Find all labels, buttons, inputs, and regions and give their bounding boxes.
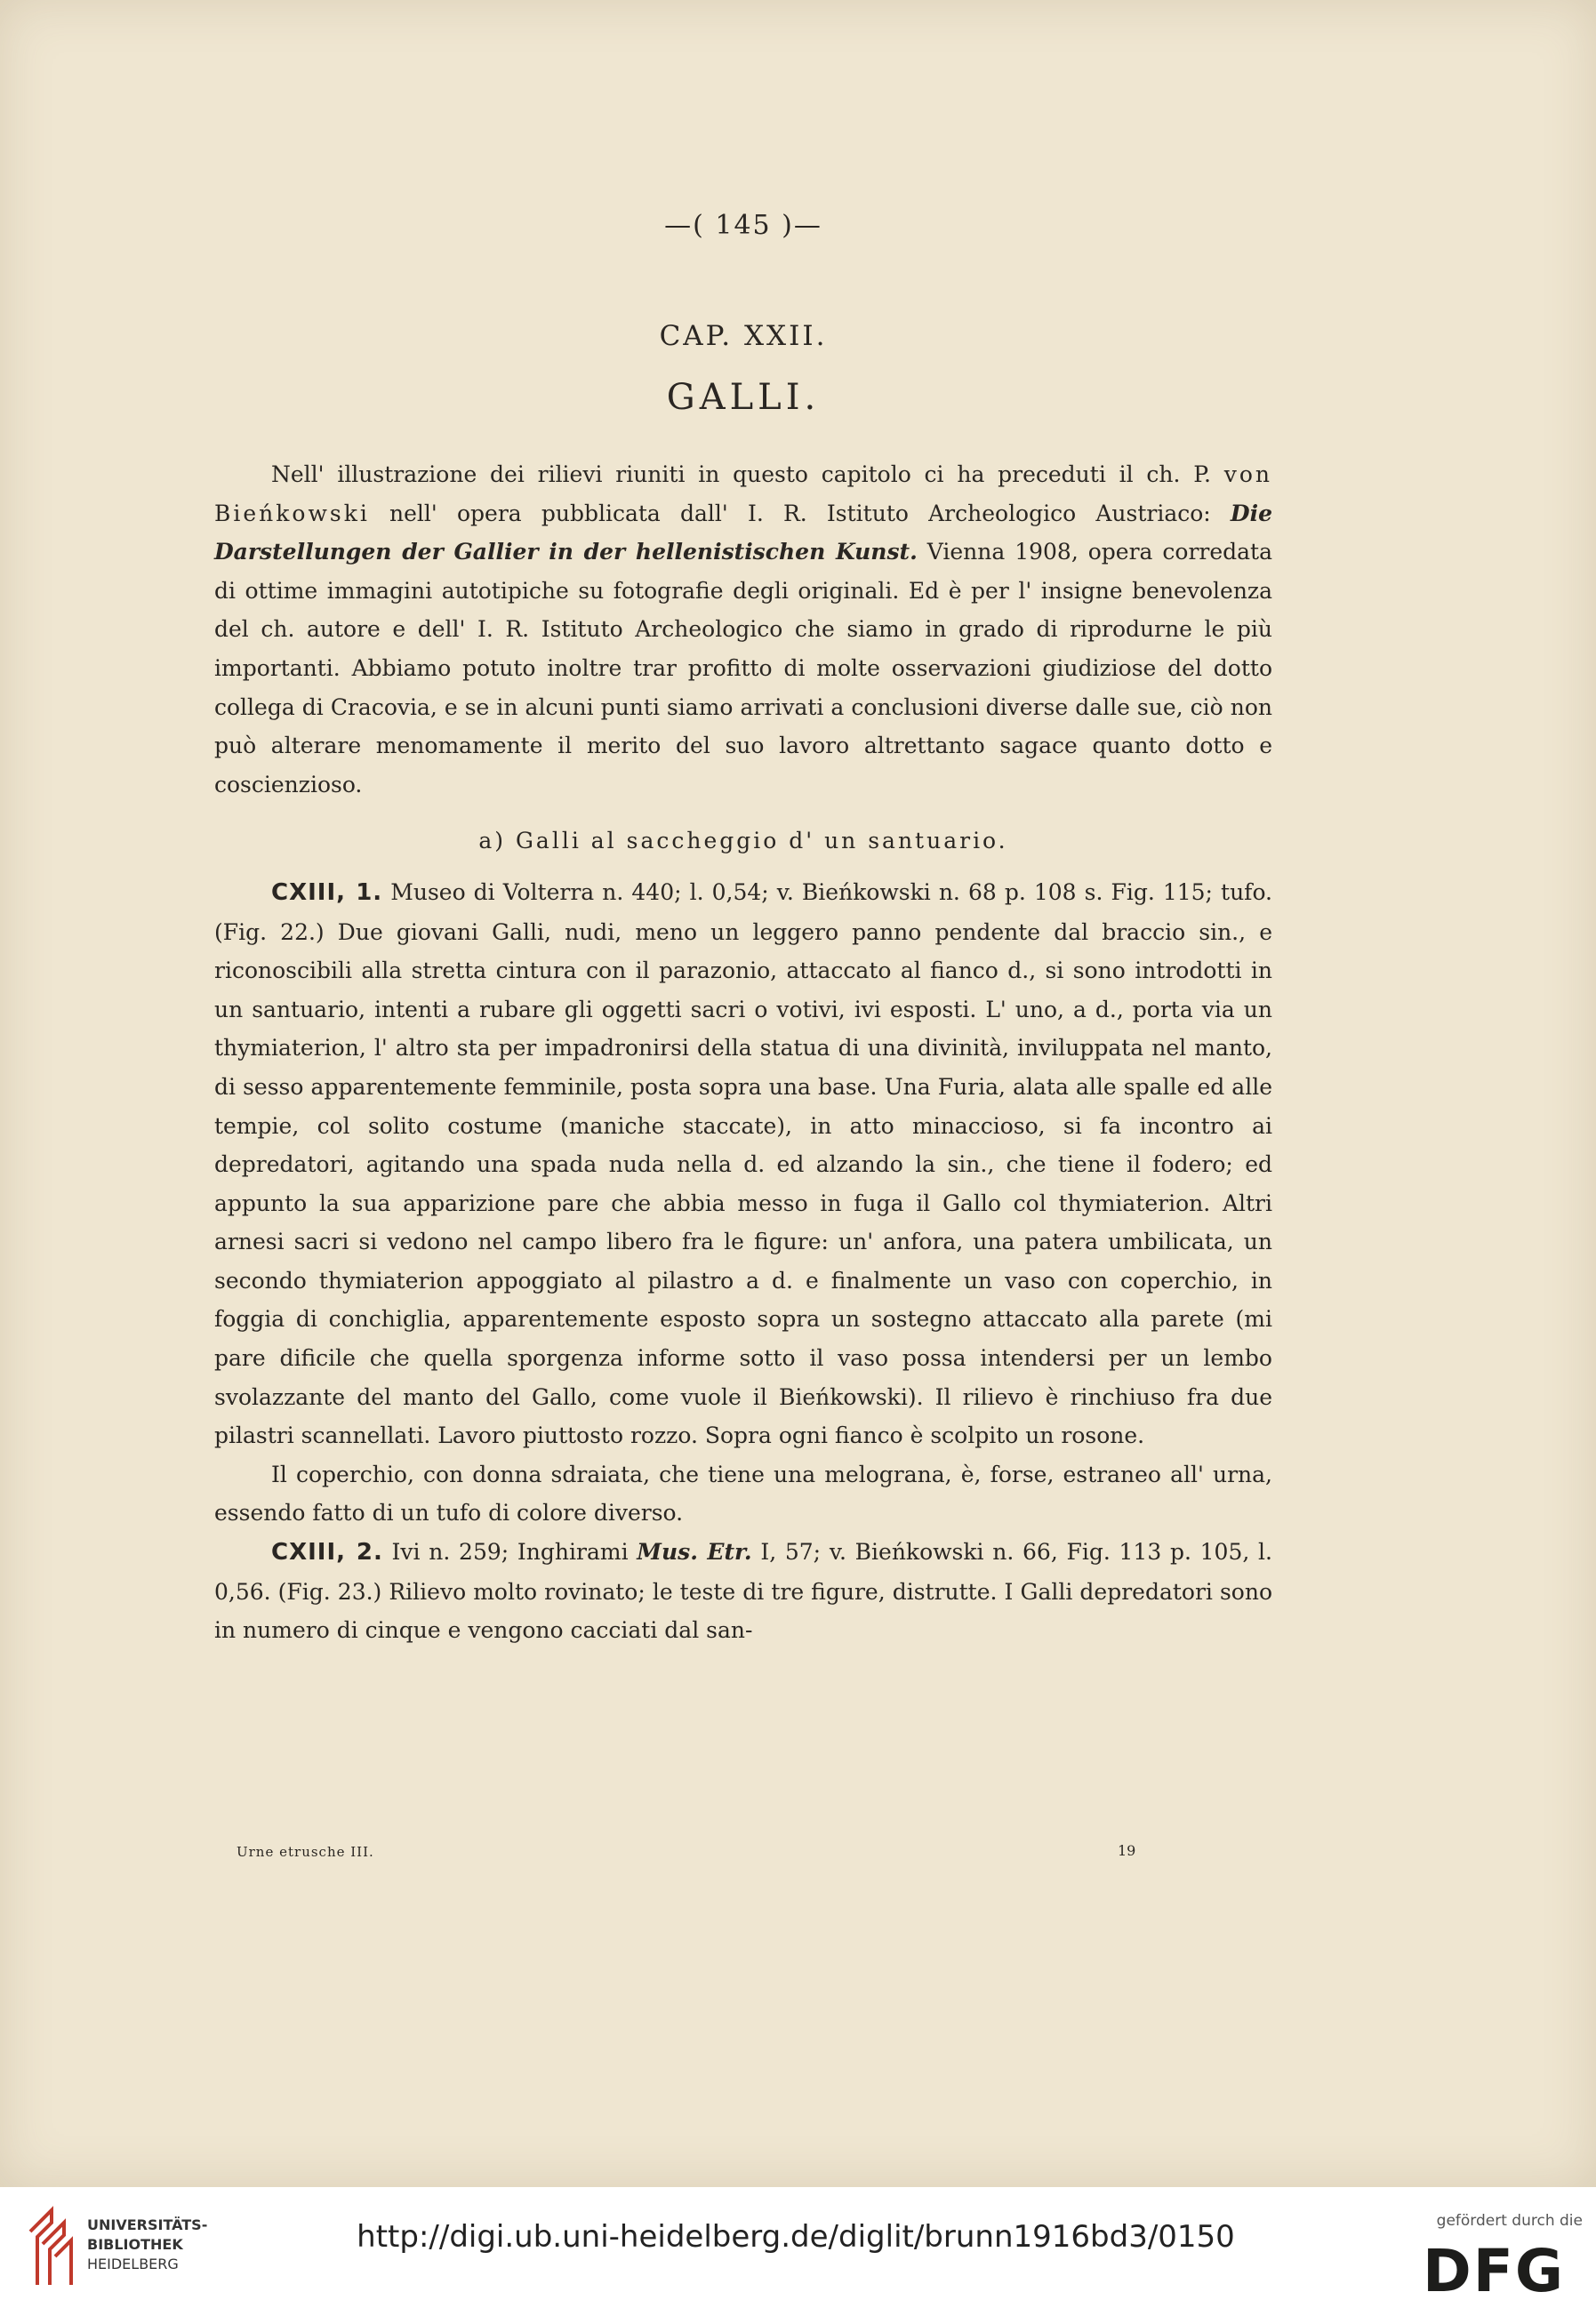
page-number: —( 145 )— bbox=[664, 210, 822, 241]
permalink-url[interactable]: http://digi.ub.uni-heidelberg.de/diglit/brunn1916bd3/0150 bbox=[357, 2219, 1235, 2255]
entry-label-2: CXIII, 2. bbox=[271, 1539, 383, 1567]
museum-reference: Mus. Etr. bbox=[637, 1539, 752, 1566]
entry-label-1: CXIII, 1. bbox=[271, 878, 383, 906]
intro-line-b: nell' opera pubblicata dall' I. R. Istituto Archeologico Austriaco: bbox=[369, 500, 1231, 526]
intro-paragraph bbox=[214, 455, 1272, 804]
entry-paragraph-1 bbox=[214, 873, 1272, 1455]
chapter-number: CAP. XXII. bbox=[659, 320, 828, 352]
signature-mark: 19 bbox=[1118, 1842, 1136, 1859]
entry-paragraph-2 bbox=[214, 1533, 1272, 1650]
book-title: Die Darstellungen der Gallier in der hellenistischen Kunst. bbox=[214, 500, 1272, 565]
cover-note-paragraph: Il coperchio, con donna sdraiata, che tiene una melograna, è, forse, estraneo all' urna, essendo fatto di un tufo di colore diverso. bbox=[214, 1461, 1272, 1527]
page-footer-title: Urne etrusche III. bbox=[237, 1844, 374, 1860]
library-name[interactable] bbox=[87, 2216, 247, 2274]
funding-label: gefördert durch die bbox=[1436, 2212, 1583, 2230]
author-name: von Bieńkowski bbox=[214, 461, 1272, 526]
library-name-line: BIBLIOTHEK bbox=[87, 2236, 183, 2253]
intro-line-c: Vienna 1908, opera corredata di ottime immagini autotipiche su fotografie degli originali. Ed è per l' insigne benevolenza del ch. autore e dell' I. R. Istituto Archeologico che siamo in grado di riprodurne le più importanti. Abbiamo potuto inoltre trar profitto di molte osservazioni giudiziose del dotto collega di Cracovia, e se in alcuni punti siamo arrivati a conclusioni diverse dalle sue, ciò non può alterare menomamente il merito del suo lavoro altrettanto sagace quanto dotto e coscienzioso. bbox=[214, 539, 1272, 797]
library-name-line: UNIVERSITÄTS- bbox=[87, 2216, 208, 2233]
section-heading: a) Galli al saccheggio d' un santuario. bbox=[478, 828, 1008, 854]
entry-text-2a: Ivi n. 259; Inghirami bbox=[382, 1539, 638, 1566]
library-logo-icon[interactable] bbox=[25, 2205, 75, 2290]
chapter-title: GALLI. bbox=[666, 377, 821, 418]
dfg-logo-icon[interactable]: DFG bbox=[1423, 2237, 1566, 2305]
entry-text-2b: I, 57; v. Bieńkowski n. 66, Fig. 113 p. 105, l. 0,56. (Fig. 23.) Rilievo molto rovinato; le teste di tre figure, distrutte. I Galli depredatori sono in numero di cinque e vengono cacciati dal san- bbox=[214, 1539, 1272, 1644]
intro-line-a: Nell' illustrazione dei rilievi riuniti in questo capitolo ci ha preceduti il ch. P. bbox=[271, 461, 1224, 487]
entry-text-1: Museo di Volterra n. 440; l. 0,54; v. Bieńkowski n. 68 p. 108 s. Fig. 115; tufo. (Fig. 22.) Due giovani Galli, nudi, meno un leggero panno pendente dal braccio sin., e riconoscibili alla stretta cintura con il parazonio, attaccato al fianco d., si sono introdotti in un santuario, intenti a rubare gli oggetti sacri o votivi, ivi esposti. L' uno, a d., porta via un thymiaterion, l' altro sta per impadronirsi della statua di una divinità, inviluppata nel manto, di sesso apparentemente femminile, posta sopra una base. Una Furia, alata alle spalle ed alle tempie, col solito costume (maniche staccate), in atto minaccioso, si fa incontro ai depredatori, agitando una spada nuda nella d. ed alzando la sin., che tiene il fodero; ed appunto la sua apparizione pare che abbia messo in fuga il Gallo col thymiaterion. Altri arnesi sacri si vedono nel campo libero fra le figure: un' anfora, una patera umbilicata, un secondo thymiaterion appoggiato al pilastro a d. e finalmente un vaso con coperchio, in foggia di conchiglia, apparentemente esposto sopra un sostegno attaccato alla parete (mi pare dificile che quella sporgenza informe sotto il vaso possa intendersi per un lembo svolazzante del manto del Gallo, come vuole il Bieńkowski). Il rilievo è rinchiuso fra due pilastri scannellati. Lavoro piuttosto rozzo. Sopra ogni fianco è scolpito un rosone. bbox=[214, 878, 1272, 1449]
library-name-line: HEIDELBERG bbox=[87, 2256, 179, 2272]
body-text bbox=[214, 455, 1272, 1650]
viewer-footer-bar bbox=[0, 2187, 1596, 2308]
